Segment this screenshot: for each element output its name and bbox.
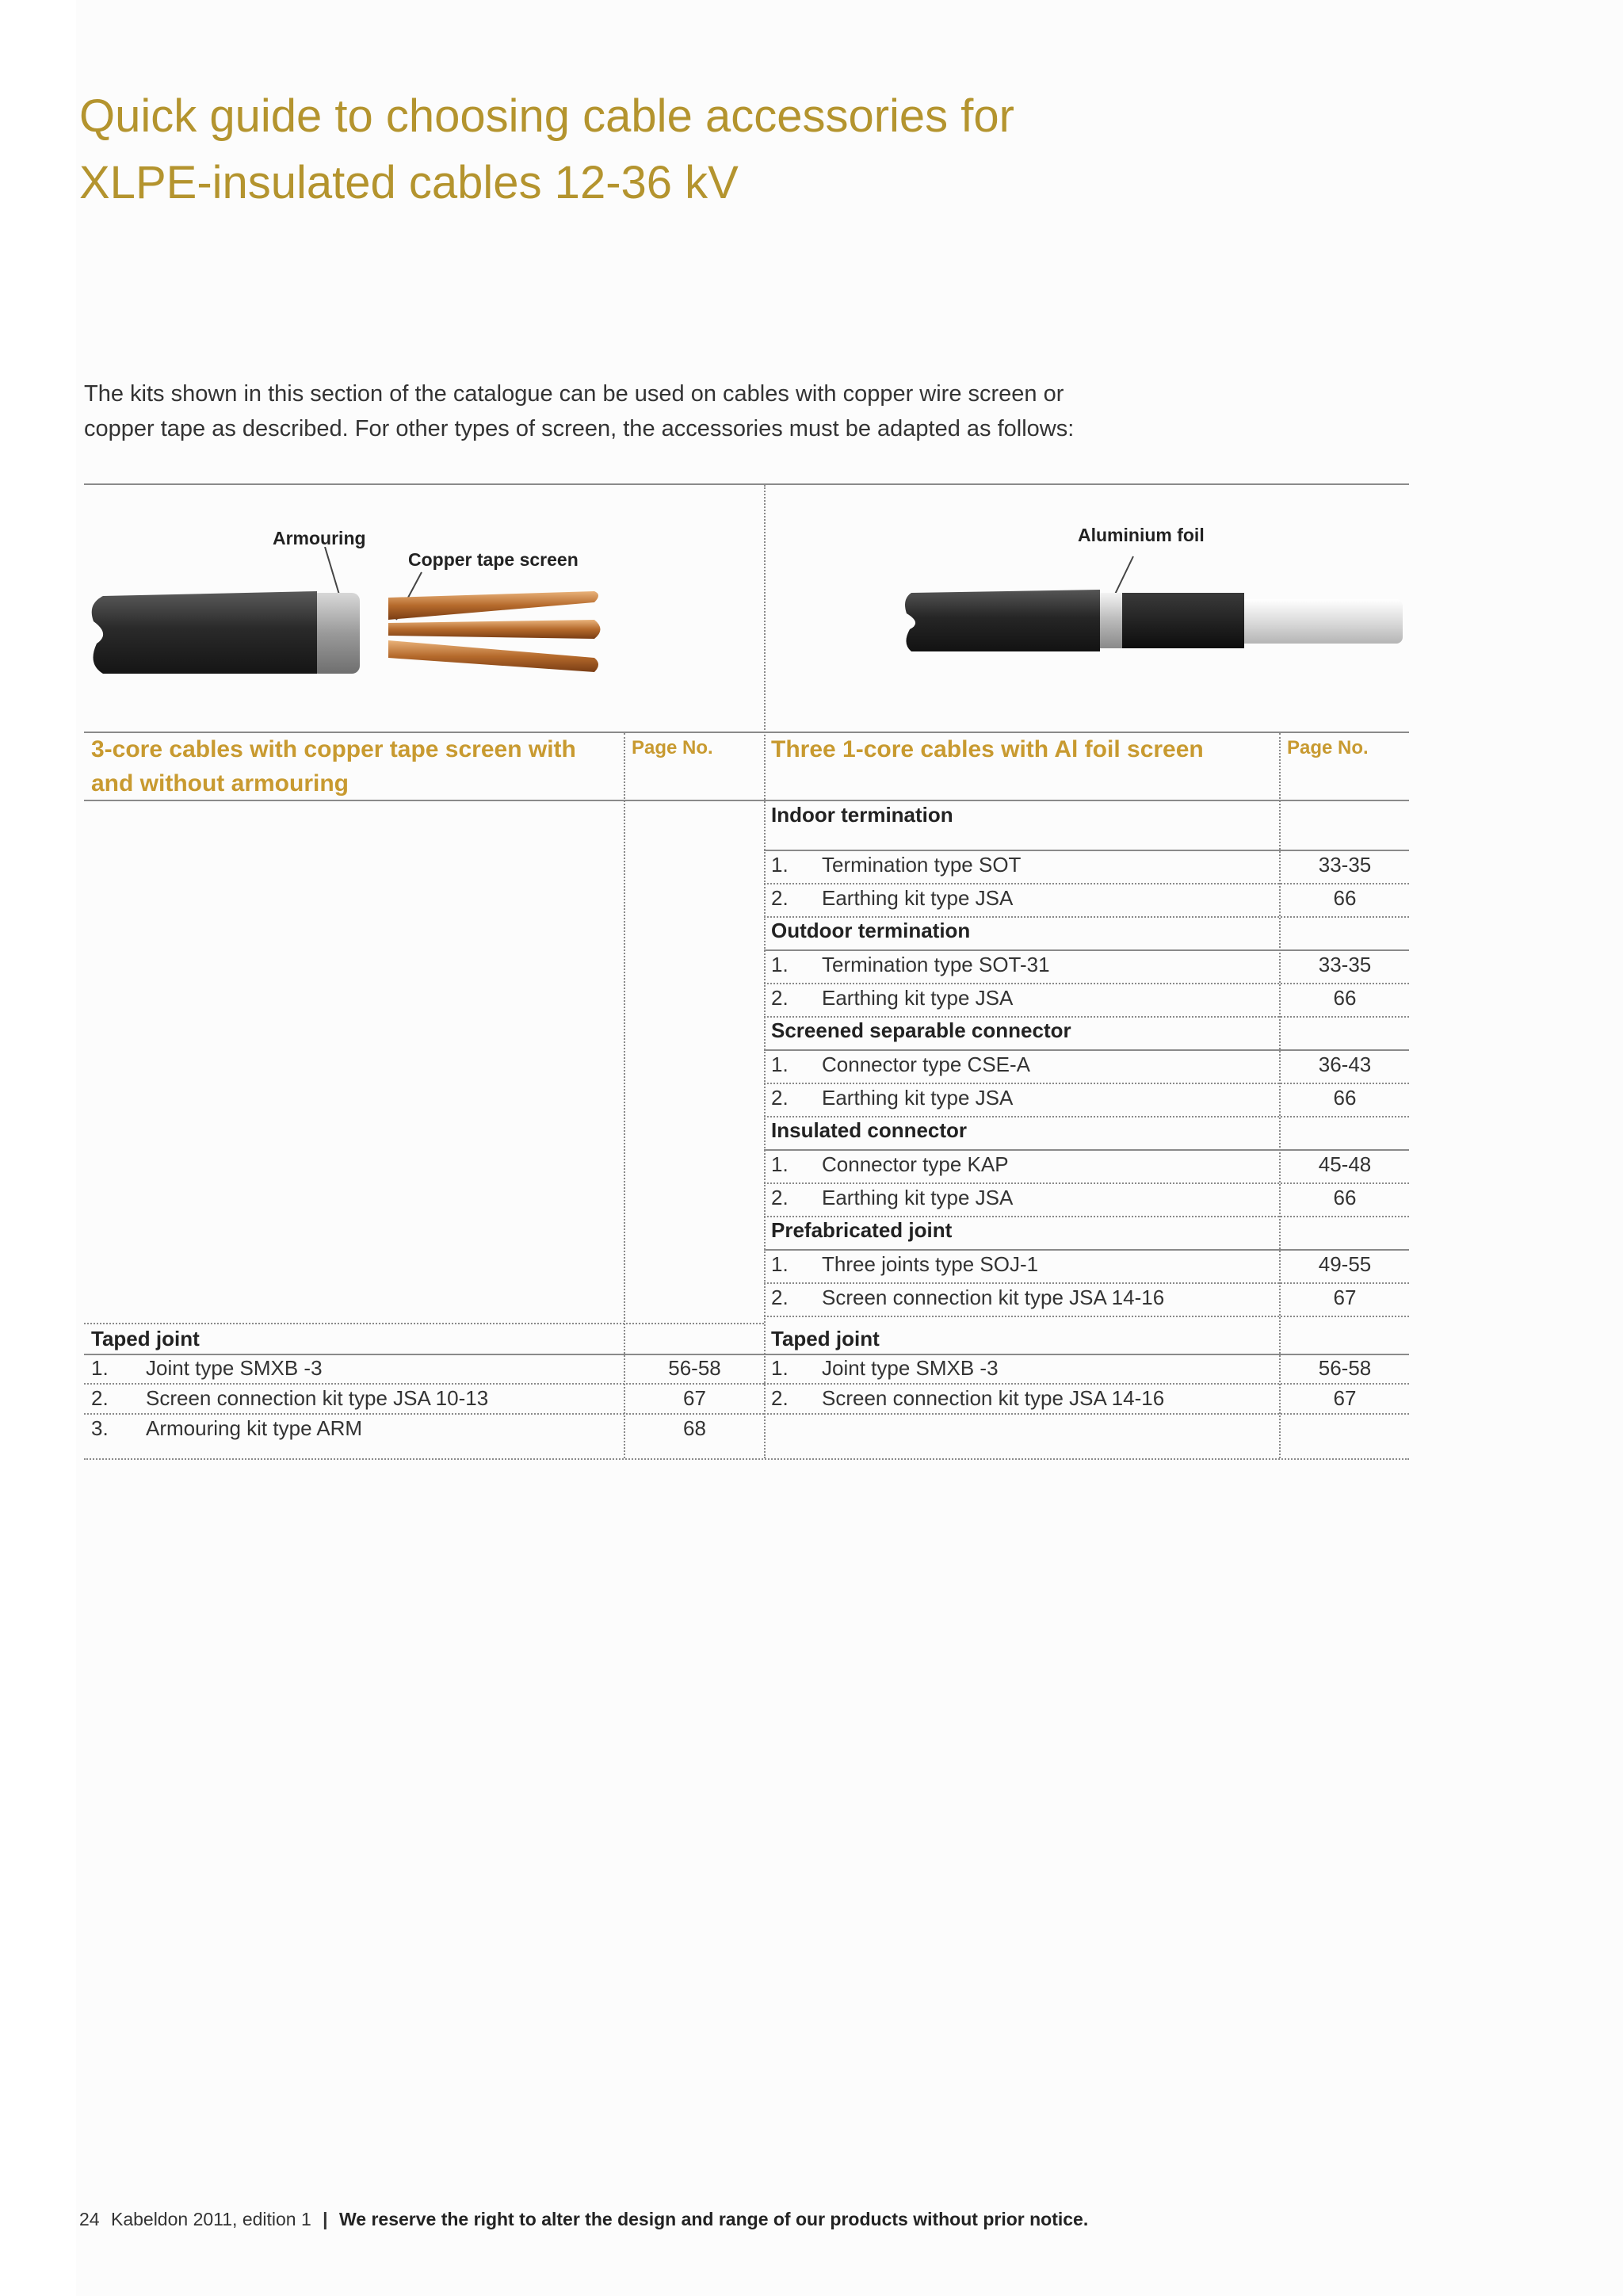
left-taped-item-2-number: 2. [91, 1386, 109, 1410]
page-footer [79, 2209, 1088, 2230]
right-section-heading-rule [764, 850, 1409, 851]
right-item-number: 2. [771, 1186, 789, 1209]
right-taped-joint-rule [764, 1354, 1409, 1355]
left-taped-item-2-label: Screen connection kit type JSA 10-13 [146, 1386, 489, 1410]
footer-page-number: 24 [79, 2209, 100, 2229]
left-empty-area-bottom-rule [84, 1323, 764, 1324]
right-item-number: 2. [771, 986, 789, 1010]
right-item-label: Earthing kit type JSA [822, 1186, 1014, 1209]
right-item-rule [764, 1116, 1409, 1117]
right-item-rule [764, 1316, 1409, 1317]
right-item-number: 1. [771, 1052, 789, 1076]
table-bottom-rule [84, 1458, 1409, 1460]
right-section-heading: Outdoor termination [771, 919, 971, 942]
right-item-page: 36-43 [1318, 1052, 1372, 1076]
right-item-label: Three joints type SOJ-1 [822, 1252, 1039, 1276]
footer-separator: | [323, 2209, 328, 2229]
armouring-label: Armouring [273, 528, 366, 548]
right-item-label: Connector type CSE-A [822, 1052, 1031, 1076]
right-taped-item-1-page: 56-58 [1318, 1356, 1372, 1380]
right-section-heading: Prefabricated joint [771, 1218, 953, 1242]
left-taped-joint-rule [84, 1354, 764, 1355]
right-item-page: 66 [1333, 1086, 1357, 1110]
left-table-title-line-2: and without armouring [91, 770, 349, 797]
right-taped-item-1-number: 1. [771, 1356, 789, 1380]
right-item-page: 66 [1333, 986, 1357, 1010]
left-taped-item-1-number: 1. [91, 1356, 109, 1380]
right-item-page: 33-35 [1318, 953, 1372, 976]
right-taped-item-2-page: 67 [1333, 1386, 1357, 1410]
right-section-heading-rule [764, 1049, 1409, 1051]
left-taped-item-1-page: 56-58 [668, 1356, 721, 1380]
header-bottom-rule [84, 800, 1409, 801]
right-section-heading: Screened separable connector [771, 1018, 1071, 1042]
right-section-heading-rule [764, 949, 1409, 951]
page-title-line-1: Quick guide to choosing cable accessories for [79, 90, 1014, 142]
right-item-page: 66 [1333, 886, 1357, 910]
right-item-number: 2. [771, 886, 789, 910]
right-item-label: Earthing kit type JSA [822, 886, 1014, 910]
right-item-rule [764, 1282, 1409, 1284]
left-taped-item-2-rule [84, 1413, 764, 1415]
left-taped-item-3-page: 68 [683, 1416, 706, 1440]
right-section-heading: Insulated connector [771, 1118, 968, 1142]
right-item-number: 2. [771, 1086, 789, 1110]
left-table-title [91, 732, 622, 800]
right-item-number: 1. [771, 1152, 789, 1176]
left-page-column-separator [624, 733, 625, 1458]
left-table-title-line-1: 3-core cables with copper tape screen with [91, 736, 576, 762]
right-section-heading-rule [764, 1149, 1409, 1151]
right-item-label: Termination type SOT-31 [822, 953, 1050, 976]
column-separator [764, 485, 766, 1458]
footer-notice: We reserve the right to alter the design and range of our products without prior notice. [339, 2209, 1089, 2229]
right-item-page: 33-35 [1318, 853, 1372, 877]
right-taped-item-2-rule [764, 1413, 1409, 1415]
left-page-header: Page No. [632, 737, 713, 758]
left-taped-item-1-rule [84, 1383, 764, 1385]
footer-publication: Kabeldon 2011, edition 1 [110, 2209, 311, 2229]
right-item-rule [764, 916, 1409, 918]
left-taped-joint-heading: Taped joint [91, 1327, 200, 1350]
page-title [79, 83, 1426, 216]
right-item-label: Termination type SOT [822, 853, 1022, 877]
right-item-number: 1. [771, 953, 789, 976]
right-section-heading: Indoor termination [771, 803, 953, 827]
right-table-title: Three 1-core cables with Al foil screen [771, 736, 1204, 762]
right-item-rule [764, 883, 1409, 884]
right-taped-joint-heading: Taped joint [771, 1327, 880, 1350]
right-item-rule [764, 983, 1409, 984]
right-item-label: Earthing kit type JSA [822, 1086, 1014, 1110]
left-taped-item-2-page: 67 [683, 1386, 706, 1410]
right-item-label: Earthing kit type JSA [822, 986, 1014, 1010]
intro-line-2: copper tape as described. For other types of screen, the accessories must be adapted as follows: [84, 416, 1075, 441]
right-page-header: Page No. [1287, 737, 1369, 758]
al-foil-cable-illustration [903, 547, 1411, 674]
right-item-label: Screen connection kit type JSA 14-16 [822, 1286, 1165, 1309]
right-item-page: 49-55 [1318, 1252, 1372, 1276]
page-background [76, 0, 1623, 2296]
right-item-page: 67 [1333, 1286, 1357, 1309]
right-item-label: Connector type KAP [822, 1152, 1009, 1176]
right-taped-item-2-number: 2. [771, 1386, 789, 1410]
page-title-line-2: XLPE-insulated cables 12-36 kV [79, 157, 739, 208]
right-item-number: 1. [771, 1252, 789, 1276]
right-taped-item-2-label: Screen connection kit type JSA 14-16 [822, 1386, 1165, 1410]
aluminium-foil-label: Aluminium foil [1078, 525, 1205, 545]
right-item-page: 66 [1333, 1186, 1357, 1209]
left-taped-item-1-label: Joint type SMXB -3 [146, 1356, 323, 1380]
left-taped-item-3-label: Armouring kit type ARM [146, 1416, 363, 1440]
right-item-rule [764, 1016, 1409, 1018]
left-taped-item-3-number: 3. [91, 1416, 109, 1440]
right-item-number: 1. [771, 853, 789, 877]
intro-line-1: The kits shown in this section of the catalogue can be used on cables with copper wire screen or [84, 381, 1064, 407]
right-item-rule [764, 1216, 1409, 1217]
right-taped-item-1-rule [764, 1383, 1409, 1385]
armouring-leader-line [325, 547, 339, 594]
table-top-rule [84, 483, 1409, 485]
right-section-heading-rule [764, 1249, 1409, 1251]
copper-tape-cable-illustration [87, 547, 610, 697]
copper-tape-screen-label: Copper tape screen [408, 549, 579, 570]
intro-paragraph [84, 376, 1352, 446]
right-item-page: 45-48 [1318, 1152, 1372, 1176]
right-item-number: 2. [771, 1286, 789, 1309]
right-taped-item-1-label: Joint type SMXB -3 [822, 1356, 999, 1380]
right-item-rule [764, 1182, 1409, 1184]
right-item-rule [764, 1083, 1409, 1084]
